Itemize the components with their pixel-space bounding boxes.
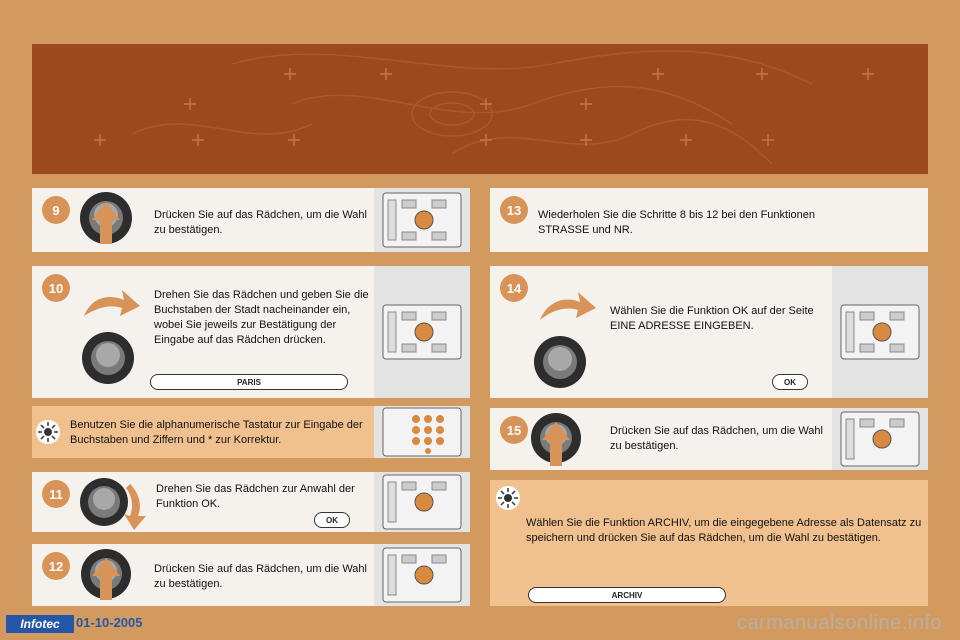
radio-unit-icon: [382, 474, 462, 530]
topographic-pattern: [32, 44, 928, 174]
step-text: Drücken Sie auf das Rädchen, um die Wahl zu bestätigen.: [610, 425, 823, 452]
footer-date: 01-10-2005: [76, 615, 143, 630]
step-12-panel: [32, 544, 470, 606]
radio-unit-icon: [382, 304, 462, 360]
infotec-logo: Infotec: [6, 615, 74, 633]
step-14-panel: [490, 266, 928, 398]
knob-rotate-icon: [72, 286, 152, 396]
radio-unit-icon: [840, 411, 920, 467]
keypad-icon: [382, 407, 462, 457]
step-15-panel: [490, 408, 928, 470]
radio-illustration: [832, 266, 928, 398]
display-label-ok: OK: [772, 374, 808, 390]
display-label-paris: PARIS: [150, 374, 348, 390]
radio-illustration: [832, 408, 928, 470]
radio-unit-icon: [382, 547, 462, 603]
step-number: 10: [42, 274, 70, 302]
radio-unit-icon: [840, 304, 920, 360]
step-number: 12: [42, 552, 70, 580]
knob-press-icon: [528, 408, 598, 470]
step-text: Drehen Sie das Rädchen zur Anwahl der Funktion OK.: [156, 483, 355, 510]
step-number: 13: [500, 196, 528, 224]
tip-keypad-panel: [32, 406, 470, 458]
step-text: Drücken Sie auf das Rädchen, um die Wahl zu bestätigen.: [154, 209, 367, 236]
keypad-illustration: [374, 406, 470, 458]
step-text: Wiederholen Sie die Schritte 8 bis 12 bei den Funktionen STRASSE und NR.: [538, 209, 816, 236]
step-text: Drehen Sie das Rädchen und geben Sie die Buchstaben der Stadt nacheinander ein, wobei Sie jeweils zur Bestätigung der Eingabe auf das Rädchen drücken.: [154, 289, 369, 346]
knob-rotate-down-icon: [74, 474, 154, 532]
step-13-panel: [490, 188, 928, 252]
step-number: 9: [42, 196, 70, 224]
step-11-panel: [32, 472, 470, 532]
tip-text: Benutzen Sie die alphanumerische Tastatur zur Eingabe der Buchstaben und Ziffern und * zur Korrektur.: [70, 419, 363, 446]
step-number: 11: [42, 480, 70, 508]
display-label-archiv: ARCHIV: [528, 587, 726, 603]
step-number: 15: [500, 416, 528, 444]
knob-rotate-icon: [530, 288, 610, 398]
step-text: Wählen Sie die Funktion OK auf der Seite EINE ADRESSE EINGEBEN.: [610, 305, 814, 332]
step-10-panel: [32, 266, 470, 398]
radio-illustration: [374, 544, 470, 606]
step-9-panel: [32, 188, 470, 252]
radio-illustration: [374, 266, 470, 398]
step-number: 14: [500, 274, 528, 302]
watermark: carmanualsonline.info: [736, 612, 942, 634]
decorative-banner: [32, 44, 928, 174]
display-label-ok: OK: [314, 512, 350, 528]
knob-press-icon: [78, 188, 148, 252]
lightbulb-icon: [496, 486, 520, 510]
tip-archive-panel: [490, 480, 928, 606]
knob-press-icon: [78, 544, 148, 606]
radio-illustration: [374, 188, 470, 252]
step-text: Drücken Sie auf das Rädchen, um die Wahl zu bestätigen.: [154, 563, 367, 590]
tip-text: Wählen Sie die Funktion ARCHIV, um die eingegebene Adresse als Datensatz zu speichern und drücken Sie auf das Rädchen, um die Wahl zu bestätigen.: [526, 517, 922, 544]
radio-illustration: [374, 472, 470, 532]
radio-unit-icon: [382, 192, 462, 248]
lightbulb-icon: [36, 420, 60, 444]
